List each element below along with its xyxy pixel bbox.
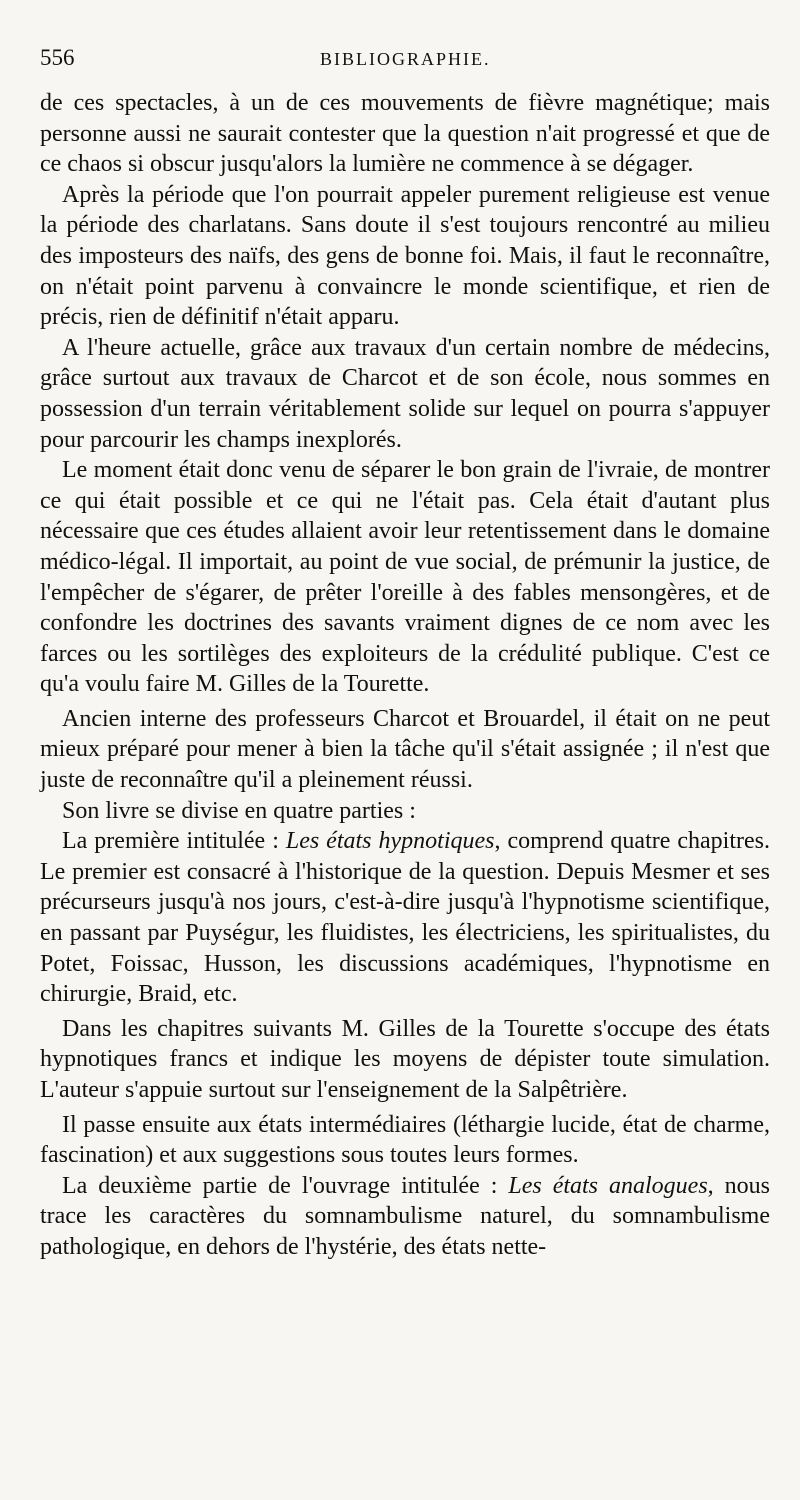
page-number: 556	[40, 45, 75, 70]
paragraph-10-italic-title: Les états analogues	[508, 1172, 708, 1199]
paragraph-10-rest: , nous trace les caractères du somnambulisme naturel, du somnambulisme pathologique, en dehors de l'hystérie, des états nette-	[40, 1172, 770, 1260]
paragraph-4: Le moment était donc venu de séparer le bon grain de l'ivraie, de montrer ce qui était possible et ce qui ne l'était pas. Cela était d'autant plus nécessaire que ces études allaient avoir leur retentissement dans le domaine médico-légal. Il importait, au point de vue social, de prémunir la justice, de l'empêcher de s'égarer, de prêter l'oreille à des fables mensongères, et de confondre les doctrines des savants vraiment dignes de ce nom avec les farces ou les sortilèges des exploiteurs de la crédulité publique. C'est ce qu'a voulu faire M. Gilles de la Tourette.	[40, 457, 770, 698]
paragraph-10-lead: La deuxième partie de l'ouvrage intitulée :	[62, 1172, 509, 1199]
paragraph-10	[40, 1171, 770, 1263]
paragraph-8: Dans les chapitres suivants M. Gilles de la Tourette s'occupe des états hypnotiques francs et indique les moyens de dépister toute simulation. L'auteur s'appuie surtout sur l'enseignement de la Salpêtrière.	[40, 1015, 770, 1103]
paragraph-6: Son livre se divise en quatre parties :	[62, 797, 416, 824]
paragraph-9: Il passe ensuite aux états intermédiaires (léthargie lucide, état de charme, fascination) et aux suggestions sous toutes leurs formes.	[40, 1111, 770, 1169]
paragraph-7-lead: La première intitulée :	[62, 828, 286, 855]
paragraph-3: A l'heure actuelle, grâce aux travaux d'un certain nombre de médecins, grâce surtout aux travaux de Charcot et de son école, nous sommes en possession d'un terrain véritablement solide sur lequel on pourra s'appuyer pour parcourir les champs inexplorés.	[40, 334, 770, 453]
paragraph-1: de ces spectacles, à un de ces mouvements de fièvre magnétique; mais personne aussi ne saurait contester que la question n'ait progressé et que de ce chaos si obscur jusqu'alors la lumière ne commence à se dégager.	[40, 90, 770, 178]
paragraph-7-rest: , comprend quatre chapitres. Le premier est consacré à l'historique de la question. Depuis Mesmer et ses précurseurs jusqu'à nos jours, c'est-à-dire jusqu'à l'hypnotisme scientifique, en passant par Puységur, les fluidistes, les électriciens, les spiritualistes, du Potet, Foissac, Husson, les discussions académiques, l'hypnotisme en chirurgie, Braid, etc.	[40, 828, 770, 1008]
running-head-title: BIBLIOGRAPHIE.	[320, 49, 491, 69]
body-text	[40, 88, 770, 1263]
paragraph-5: Ancien interne des professeurs Charcot et Brouardel, il était on ne peut mieux préparé pour mener à bien la tâche qu'il s'était assignée ; il n'est que juste de reconnaître qu'il a pleinement réussi.	[40, 705, 770, 794]
paragraph-7	[40, 826, 770, 1010]
paragraph-7-italic-title: Les états hypnotiques	[285, 828, 495, 855]
paragraph-2: Après la période que l'on pourrait appeler purement religieuse est venue la période des charlatans. Sans doute il s'est toujours rencontré au milieu des imposteurs des naïfs, des gens de bonne foi. Mais, il faut le reconnaître, on n'était point parvenu à convaincre le monde scientifique, et rien de précis, rien de définitif n'était apparu.	[40, 181, 770, 331]
running-head	[40, 44, 772, 74]
